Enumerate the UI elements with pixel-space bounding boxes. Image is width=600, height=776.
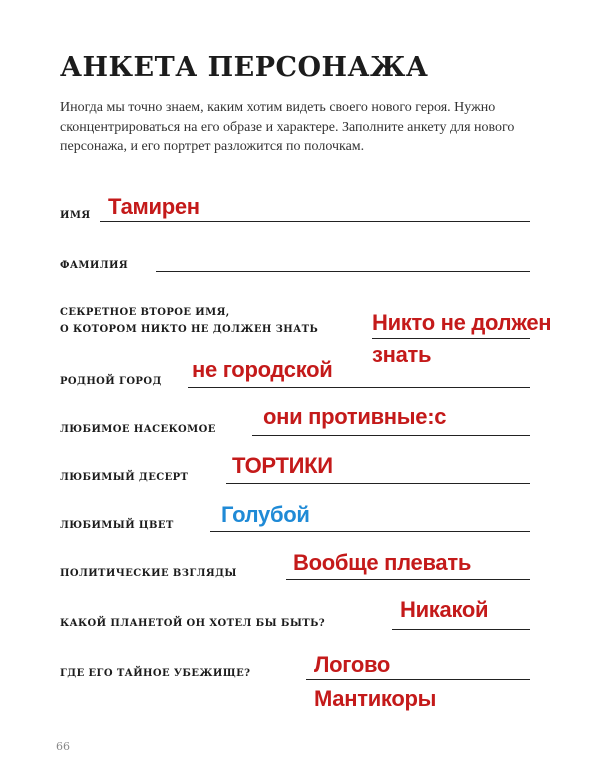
page-title: АНКЕТА ПЕРСОНАЖА	[60, 52, 429, 83]
field-label: ПОЛИТИЧЕСКИЕ ВЗГЛЯДЫ	[60, 568, 237, 579]
answer-line[interactable]	[392, 629, 530, 630]
field-surname	[60, 248, 530, 272]
field-label: ЛЮБИМОЕ НАСЕКОМОЕ	[60, 424, 216, 435]
handwritten-answer-name: Тамирен	[108, 194, 200, 219]
field-label: ФАМИЛИЯ	[60, 260, 129, 271]
page-number: 66	[56, 740, 70, 753]
answer-line[interactable]	[210, 531, 530, 532]
answer-line[interactable]	[100, 221, 530, 222]
field-label: СЕКРЕТНОЕ ВТОРОЕ ИМЯ, О КОТОРОМ НИКТО НЕ ДОЛЖЕН ЗНАТЬ	[60, 307, 319, 335]
handwritten-answer-politics: Вообще плевать	[293, 550, 472, 575]
field-label: ЛЮБИМЫЙ ДЕСЕРТ	[60, 472, 189, 483]
handwritten-answer-color: Голубой	[221, 502, 310, 527]
intro-paragraph: Иногда мы точно знаем, каким хотим видеть своего нового героя. Нужно сконцентрироваться на его образе и характере. Заполните анкету для нового персонажа, и его портрет разложится по полочкам.	[60, 100, 515, 154]
handwritten-answer-insect: они противные:с	[263, 404, 447, 429]
handwritten-answer-planet: Никакой	[400, 597, 489, 622]
answer-line[interactable]	[188, 387, 530, 388]
handwritten-answer-hometown: не городской	[192, 357, 333, 382]
handwritten-answer-hideout: Логово Мантикоры	[314, 652, 437, 711]
field-label: ГДЕ ЕГО ТАЙНОЕ УБЕЖИЩЕ?	[60, 668, 251, 679]
answer-line[interactable]	[286, 579, 530, 580]
field-label: ИМЯ	[60, 210, 91, 221]
answer-line[interactable]	[252, 435, 530, 436]
field-label: КАКОЙ ПЛАНЕТОЙ ОН ХОТЕЛ БЫ БЫТЬ?	[60, 618, 326, 629]
field-label: РОДНОЙ ГОРОД	[60, 376, 162, 387]
answer-line[interactable]	[156, 271, 530, 272]
handwritten-answer-secret-name: Никто не должен знать	[372, 310, 552, 367]
field-label: ЛЮБИМЫЙ ЦВЕТ	[60, 520, 174, 531]
field-secret-hideout	[60, 656, 530, 680]
handwritten-answer-dessert: ТОРТИКИ	[232, 453, 333, 478]
answer-line[interactable]	[226, 483, 530, 484]
